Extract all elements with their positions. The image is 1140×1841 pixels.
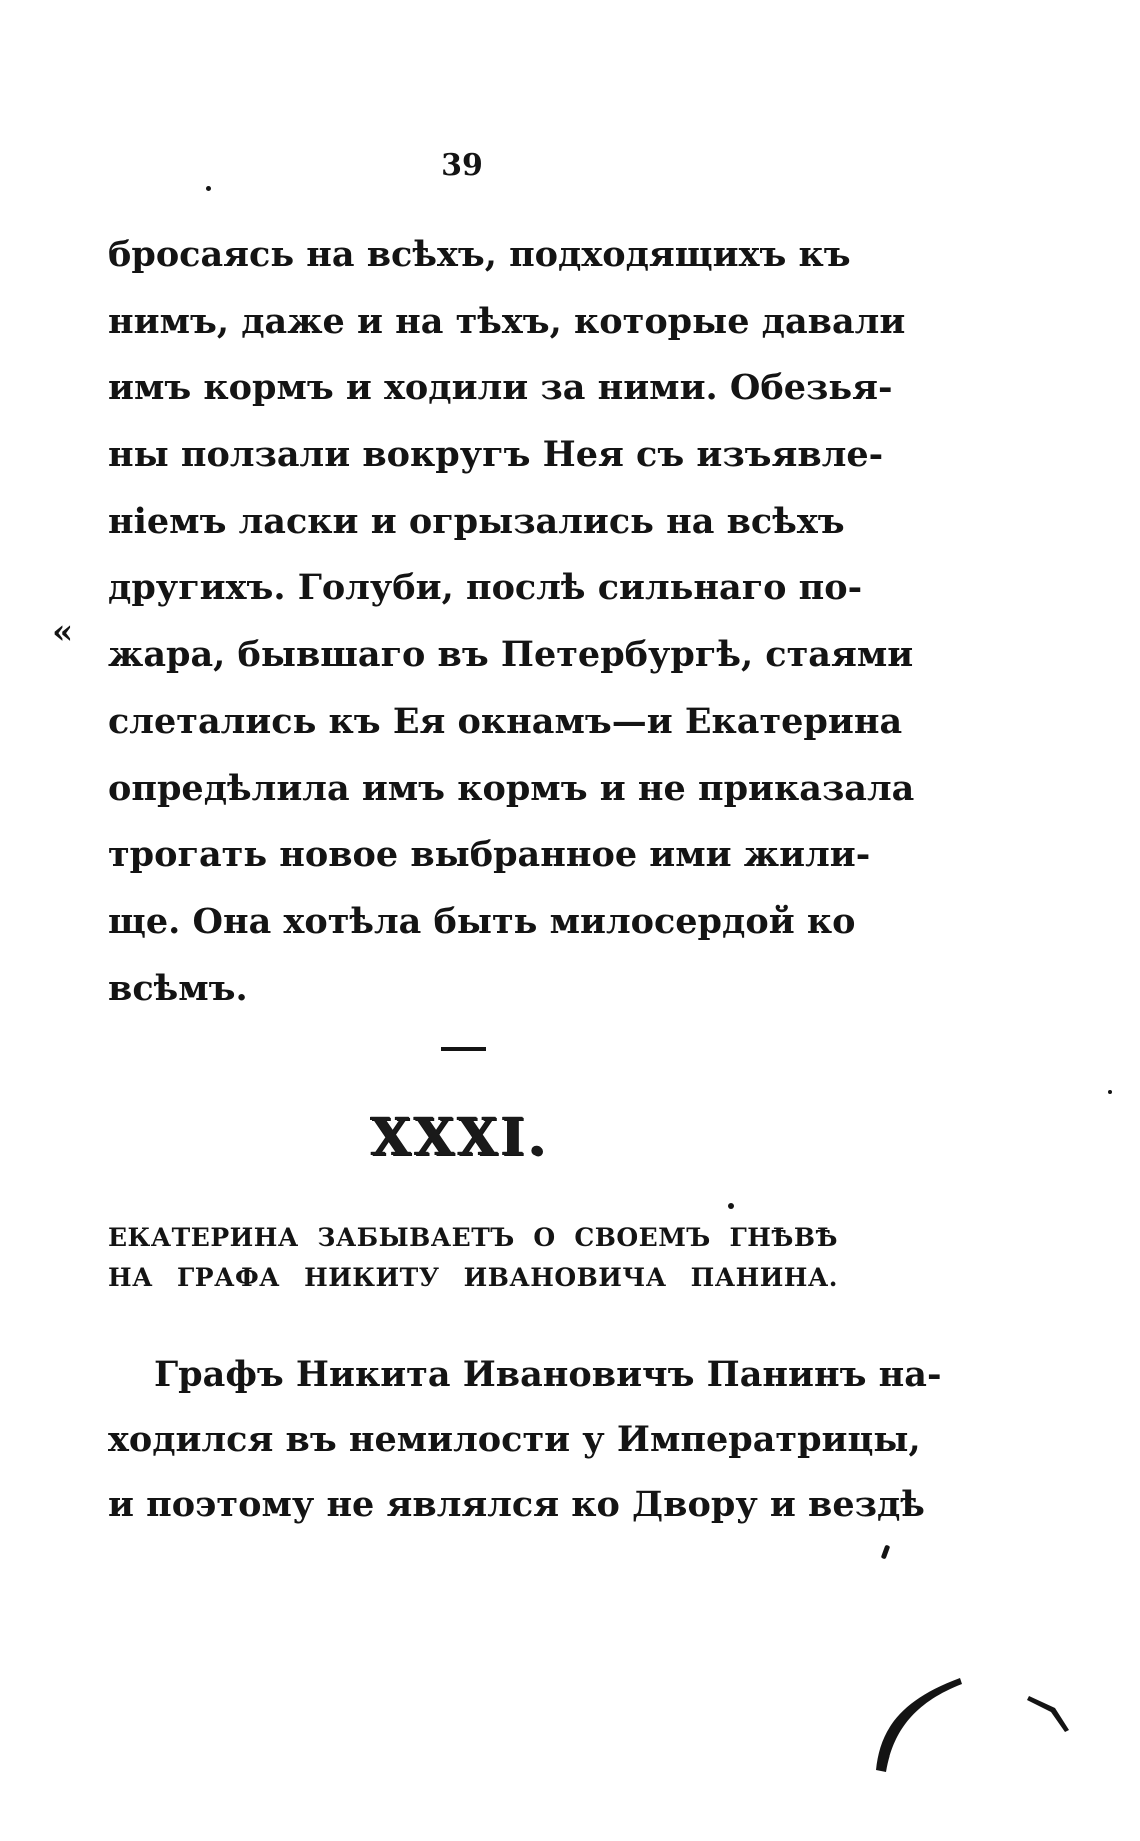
body-text-after <box>108 1342 942 1537</box>
chapter-title-line: НА ГРАФА НИКИТУ ИВАНОВИЧА ПАНИНА. <box>108 1263 838 1292</box>
section-divider <box>441 1047 486 1051</box>
text-line: и поэтому не являлся ко Двору и вездѣ <box>108 1484 925 1525</box>
text-line: другихъ. Голуби, послѣ сильнаго по- <box>108 567 863 609</box>
text-line: бросаясь на всѣхъ, подходящихъ къ <box>108 234 851 275</box>
text-line: жара, бывшаго въ Петербургѣ, стаями <box>108 634 914 676</box>
chapter-number: XXXI. <box>370 1107 550 1168</box>
scan-mark <box>870 1660 980 1780</box>
text-line: ны ползали вокругъ Нея съ изъявле- <box>108 434 884 476</box>
text-line: слетались къ Ея окнамъ—и Екатерина <box>108 700 903 742</box>
scan-speck <box>1108 1090 1112 1094</box>
text-line: ніемъ ласки и огрызались на всѣхъ <box>108 500 845 542</box>
scan-mark <box>1025 1690 1075 1740</box>
scan-speck <box>881 1545 890 1560</box>
text-line: Графъ Никита Ивановичъ Панинъ на- <box>154 1354 942 1395</box>
page-number: 39 <box>441 148 483 183</box>
body-text-before <box>108 222 915 1022</box>
text-line: опредѣлила имъ кормъ и не приказала <box>108 767 915 809</box>
text-line: всѣмъ. <box>108 967 248 1009</box>
scan-speck <box>206 186 211 191</box>
text-line: имъ кормъ и ходили за ними. Обезья- <box>108 367 893 409</box>
chapter-title-line: ЕКАТЕРИНА ЗАБЫВАЕТЪ О СВОЕМЪ ГНѢВѢ <box>108 1223 838 1252</box>
text-line: нимъ, даже и на тѣхъ, которые давали <box>108 300 906 342</box>
text-line: трогать новое выбранное ими жили- <box>108 834 871 876</box>
margin-ink-mark: « <box>52 612 74 652</box>
chapter-title <box>108 1218 838 1298</box>
text-line: ще. Она хотѣла быть милосердой ко <box>108 900 856 942</box>
text-line: ходился въ немилости у Императрицы, <box>108 1419 921 1460</box>
scan-speck <box>728 1203 734 1209</box>
